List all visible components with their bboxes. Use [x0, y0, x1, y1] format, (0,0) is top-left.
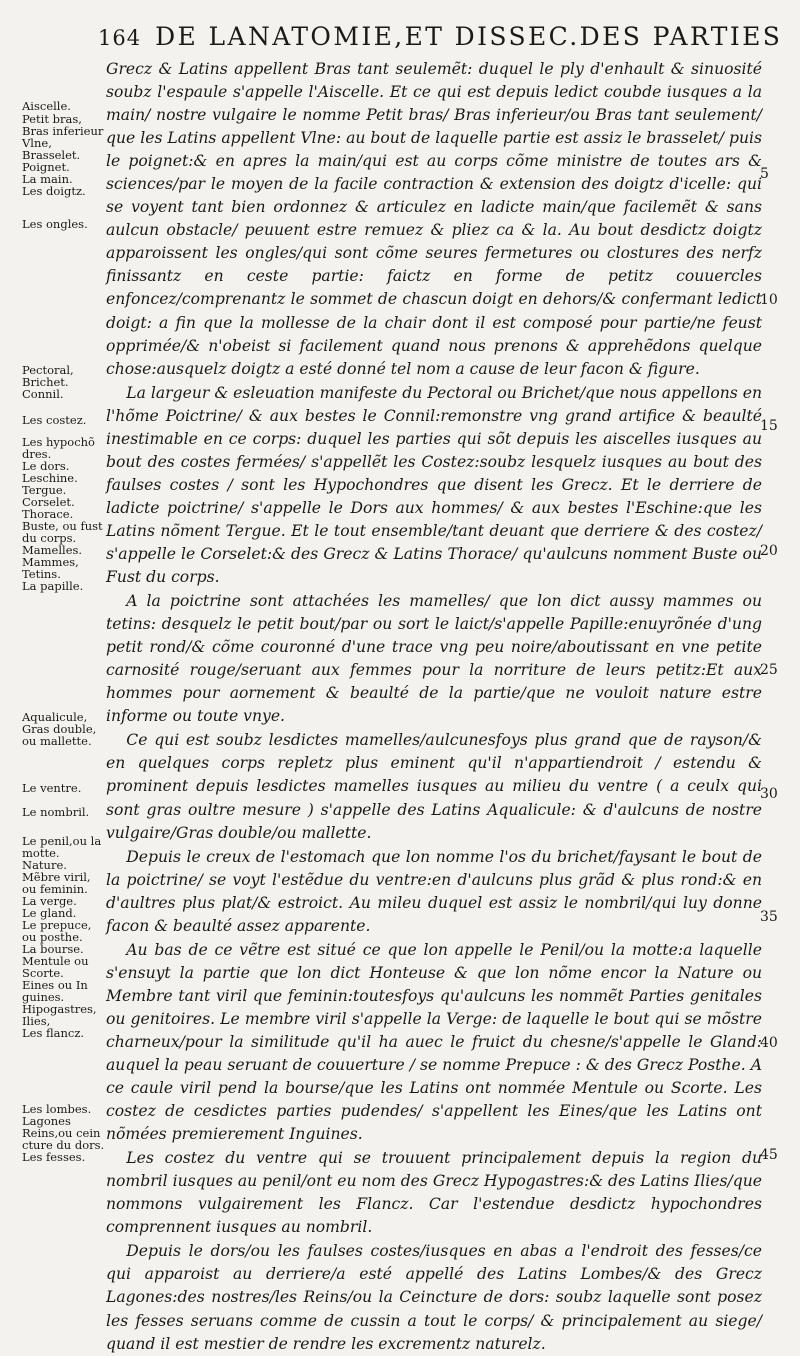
paragraph: La largeur & esleuation manifeste du Pectoral ou Brichet/que nous appellons en l'hõme Poictrine/ & aux bestes le Connil:remonstre vng grand artifice & beaulté inestimable en ce corps: duquel les parties qui sõt depuis les aiscelles iusques au bout des costes fermées/ s'appellẽt les Costez:soubz lesquelz iusques au bout des faulses costes / sont les Hypochondres que disent les Grecz. Et le derriere de ladicte poictrine/ s'appelle le Dors aux hommes/ & aux bestes l'Eschine:que les Latins nõment Tergue. Et le tout ensemble/tant deuant que derriere & des costez/ s'appelle le Corselet:& des Grecz & Latins Thorace/ qu'aulcuns nomment Buste ou Fust du corps.	[106, 383, 762, 587]
margin-note: Les hypochõ dres. Le dors. Leschine. Tergue. Corselet. Thorace. Buste, ou fust du corps. Mamelles. Mammes, Tetins. La papille.	[22, 435, 103, 593]
paragraph: Au bas de ce vẽtre est situé ce que lon appelle le Penil/ou la motte:a laquelle s'ensuyt la partie que lon dict Honteuse & que lon nõme encor la Nature ou Membre tant viril que feminin:toutesfoys qu'aulcuns les nommẽt Parties genitales ou genitoires. Le membre viril s'appelle la Verge: de laquelle le bout qui se mõstre charneux/pour la similitude qu'il ha auec le fruict du chesne/s'appelle le Gland: auquel la peau seruant de couuerture / se nomme Prepuce : & des Grecz Posthe. A ce caule viril pend la bourse/que les Latins ont nommée Mentule ou Scorte. Les costez de cesdictes parties pudendes/ s'appellent les Eines/que les Latins ont nõmées premierement Inguines.	[106, 940, 762, 1144]
line-number: 35	[760, 909, 778, 925]
margin-note: Le penil,ou la motte. Nature. Mẽbre viril, ou feminin. La verge. Le gland. Le prepuce, ou posthe. La bourse. Mentule ou Scorte. Eines ou In guines. Hipogastres, Ilies, Les flancz.	[22, 834, 102, 1040]
paragraph: Les costez du ventre qui se trouuent principalement depuis la region du nombril iusques au penil/ont eu nom des Grecz Hypogastres:& des Latins Ilies/que nommons vulgairement les Flancz. Car l'estendue desdictz hypochondres comprennent iusques au nombril.	[106, 1149, 762, 1237]
body-text	[106, 58, 762, 1356]
margin-note: Pectoral, Brichet. Connil.	[22, 363, 74, 401]
paragraph: Grecz & Latins appellent Bras tant seulemẽt: duquel le ply d'enhault & sinuosité soubz l'espaule s'appelle l'Aiscelle. Et ce qui est depuis ledict coubde iusques a la main/ nostre vulgaire le nomme Petit bras/ Bras inferieur/ou Bras tant seulement/ que les Latins appellent Vlne: au bout de laquelle partie est assiz le brasselet/ puis le poignet:& en apres la main/qui est au corps cõme ministre de toutes ars & sciences/par le moyen de la facile contraction & extension des doigtz d'icelle: qui se voyent tant bien ordonnez & articulez en ladicte main/que facilemẽt & sans aulcun obstacle/ peuuent estre remuez & pliez ca & la. Au bout desdictz doigtz apparoissent les ongles/qui sont cõme seures fermetures ou clostures des nerfz finissantz en ceste partie: faictz en forme de petitz couuercles enfoncez/comprenantz le sommet de chascun doigt en dehors/& confermant ledict doigt: a fin que la mollesse de la chair dont il est composé pour partie/ne feust opprimée/& n'obeist si facilement quand nous prenons & apprehẽdons quelque chose:ausquelz doigtz a esté donné tel nom a cause de leur facon & figure.	[106, 60, 762, 378]
margin-note: Aiscelle.	[22, 99, 71, 113]
margin-note: Les costez.	[22, 413, 87, 427]
paragraph: A la poictrine sont attachées les mamelles/ que lon dict aussy mammes ou tetins: desquelz le petit bout/par ou sort le laict/s'appelle Papille:enuyrõnée d'ung petit rond/& cõme couronné d'une trace vng peu noire/aboutissant en vne petite carnosité rouge/seruant aux femmes pour la norriture de leurs petitz:Et aux hommes pour aornement & beaulté de la partie/que ne vouloit nature estre informe ou toute vnye.	[106, 592, 762, 726]
margin-note: Petit bras, Bras inferieur Vlne, Brasselet. Poignet. La main. Les doigtz.	[22, 112, 104, 198]
line-number: 45	[760, 1147, 778, 1163]
margin-note: Aqualicule, Gras double, ou mallette.	[22, 710, 97, 748]
paragraph: Ce qui est soubz lesdictes mamelles/aulcunesfoys plus grand que de rayson/& en quelques corps repletz plus eminent qu'il n'appartiendroit / estendu & prominent depuis lesdictes mamelles iusques au milieu du ventre ( a ceulx qui sont gras oultre mesure ) s'appelle des Latins Aqualicule: & d'aulcuns de nostre vulgaire/Gras double/ou mallette.	[106, 731, 762, 842]
line-number: 5	[760, 166, 769, 182]
line-number: 30	[760, 786, 778, 802]
margin-note: Le ventre.	[22, 781, 82, 795]
line-number: 15	[760, 418, 778, 434]
running-title: DE LANATOMIE,ET DISSEC.DES PARTIES	[155, 22, 783, 51]
line-number: 40	[760, 1035, 778, 1051]
line-number: 25	[760, 662, 778, 678]
margin-note: Les ongles.	[22, 217, 88, 231]
paragraph: Depuis le creux de l'estomach que lon nomme l'os du brichet/faysant le bout de la poictrine/ se voyt l'estẽdue du ventre:en d'aulcuns plus grãd & plus rond:& en d'aultres plus plat/& estroict. Au mileu duquel est assiz le nombril/qui luy donne facon & beaulté assez apparente.	[106, 847, 762, 935]
paragraph: Depuis le dors/ou les faulses costes/iusques en abas a l'endroit des fesses/ce qui apparoist au derriere/a esté appellé des Latins Lombes/& des Grecz Lagones:des nostres/les Reins/ou la Ceincture de dors: soubz laquelle sont posez les fesses seruans comme de cussin a tout le corps/ & principalement au siege/ quand il est mestier de rendre les excrementz naturelz.	[106, 1242, 762, 1353]
margin-note: Les lombes. Lagones Reins,ou cein cture du dors. Les fesses.	[22, 1102, 105, 1164]
line-number: 20	[760, 543, 778, 559]
margin-note: Le nombril.	[22, 805, 90, 819]
page-header	[98, 22, 783, 52]
page-number: 164	[98, 26, 142, 50]
line-number: 10	[760, 292, 778, 308]
